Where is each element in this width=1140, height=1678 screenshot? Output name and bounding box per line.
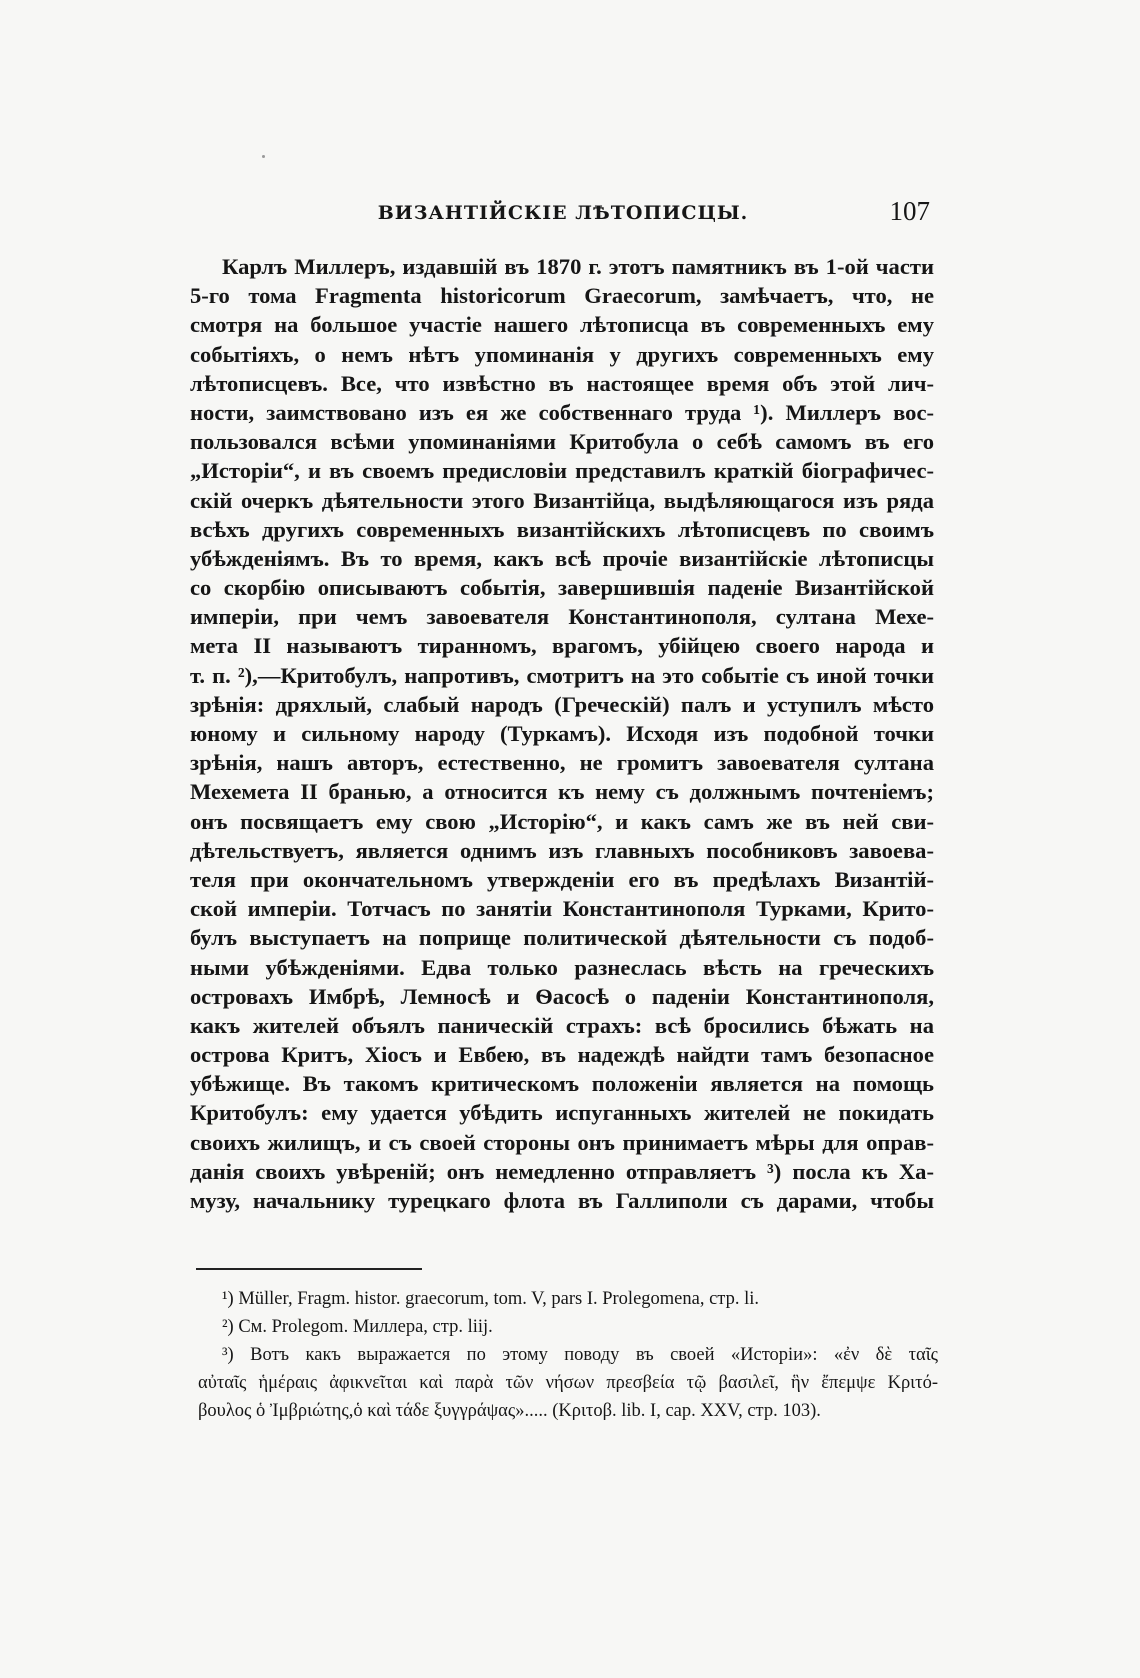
text-line: всѣхъ другихъ современныхъ византійскихъ лѣтописцевъ по своимъ bbox=[190, 516, 934, 542]
text-line: скій очеркъ дѣятельности этого Византійца, выдѣляющагося изъ ряда bbox=[190, 487, 934, 513]
text-line: лѣтописцевъ. Все, что извѣстно въ настоящее время объ этой лич- bbox=[190, 370, 934, 396]
footnotes bbox=[198, 1285, 938, 1425]
footnote-3: ³) Вотъ какъ выражается по этому поводу въ своей «Исторіи»: «ἐν δὲ ταῖς bbox=[222, 1345, 938, 1365]
page-header bbox=[196, 196, 930, 236]
text-line: имперіи, при чемъ завоевателя Константинополя, султана Мехе- bbox=[190, 604, 934, 630]
footnote-2: ²) См. Prolegom. Миллера, стр. liij. bbox=[222, 1317, 493, 1337]
text-line: смотря на большое участіе нашего лѣтописца въ современныхъ ему bbox=[190, 312, 934, 338]
speck bbox=[262, 155, 265, 158]
text-line: данія своихъ увѣреній; онъ немедленно отправляетъ ³) посла къ Ха- bbox=[190, 1158, 934, 1184]
footnote-divider bbox=[196, 1268, 422, 1270]
text-line: пользовался всѣми упоминаніями Критобула о себѣ самомъ въ его bbox=[190, 429, 934, 455]
text-line: какъ жителей объялъ паническій страхъ: всѣ бросились бѣжать на bbox=[190, 1012, 934, 1038]
text-line: дѣтельствуетъ, является однимъ изъ главныхъ пособниковъ завоева- bbox=[190, 837, 934, 863]
page-number: 107 bbox=[889, 196, 930, 226]
main-text bbox=[190, 252, 934, 1215]
text-line: островахъ Имбрѣ, Лемносѣ и Ѳасосѣ о паденіи Константинополя, bbox=[190, 983, 934, 1009]
text-line: мета II называютъ тиранномъ, врагомъ, убійцею своего народа и bbox=[190, 633, 934, 659]
text-line: ными убѣжденіями. Едва только разнеслась вѣсть на греческихъ bbox=[190, 954, 934, 980]
text-line: своихъ жилищъ, и съ своей стороны онъ принимаетъ мѣры для оправ- bbox=[190, 1129, 934, 1155]
footnote-1: ¹) Müller, Fragm. histor. graecorum, tom. V, pars I. Prolegomena, стр. li. bbox=[222, 1289, 760, 1309]
text-line: музу, начальнику турецкаго флота въ Галлиполи съ дарами, чтобы bbox=[190, 1188, 934, 1213]
text-line: убѣжище. Въ такомъ критическомъ положеніи является на помощь bbox=[190, 1071, 934, 1097]
text-line: ности, заимствовано изъ ея же собственнаго труда ¹). Миллеръ вос- bbox=[190, 399, 934, 425]
running-title: ВИЗАНТІЙСКІЕ ЛѢТОПИСЦЫ. bbox=[377, 202, 749, 224]
text-line: 5-го тома Fragmenta historicorum Graecorum, замѣчаетъ, что, не bbox=[190, 283, 934, 309]
text-line: со скорбію описываютъ событія, завершившія паденіе Византійской bbox=[190, 575, 934, 601]
text-line: ской имперіи. Тотчасъ по занятіи Константинополя Турками, Крито- bbox=[190, 896, 934, 922]
text-line: онъ посвящаетъ ему свою „Исторію“, и какъ самъ же въ ней сви- bbox=[190, 808, 934, 834]
text-line: булъ выступаетъ на поприще политической дѣятельности съ подоб- bbox=[190, 925, 934, 951]
text-line: т. п. ²),—Критобулъ, напротивъ, смотритъ на это событіе съ иной точки bbox=[190, 662, 934, 688]
text-line: событіяхъ, о немъ нѣтъ упоминанія у другихъ современныхъ ему bbox=[190, 341, 934, 367]
text-line: Мехемета II бранью, а относится къ нему съ должнымъ почтеніемъ; bbox=[190, 779, 934, 805]
text-line: теля при окончательномъ утвержденіи его въ предѣлахъ Византій- bbox=[190, 866, 934, 892]
text-line: зрѣнія: дряхлый, слабый народъ (Греческій) палъ и уступилъ мѣсто bbox=[190, 691, 934, 717]
text-line: острова Критъ, Хіосъ и Евбею, въ надеждѣ найдти тамъ безопасное bbox=[190, 1042, 934, 1068]
text-line: юному и сильному народу (Туркамъ). Исходя изъ подобной точки bbox=[190, 721, 934, 746]
text-line: убѣжденіямъ. Въ то время, какъ всѣ прочіе византійскіе лѣтописцы bbox=[190, 545, 934, 571]
text-line: зрѣнія, нашъ авторъ, естественно, не громитъ завоевателя султана bbox=[190, 750, 934, 776]
footnote-3-continuation: βουλος ὁ Ἰμβριώτης,ὁ καὶ τάδε ξυγγράψας»..... (Κριτοβ. lib. I, cap. XXV, стр. 103). bbox=[198, 1401, 821, 1421]
text-line: Критобулъ: ему удается убѣдить испуганныхъ жителей не покидать bbox=[190, 1100, 934, 1126]
footnote-3-continuation: αὐταῖς ἡμέραις ἀφικνεῖται καὶ παρὰ τῶν νήσων πρεσβεία τῷ βασιλεῖ, ἣν ἔπεμψε Κριτό- bbox=[198, 1373, 938, 1393]
text-line: Карлъ Миллеръ, издавшій въ 1870 г. этотъ памятникъ въ 1-ой части bbox=[222, 254, 934, 279]
text-line: „Исторіи“, и въ своемъ предисловіи представилъ краткій біографичес- bbox=[190, 458, 934, 484]
